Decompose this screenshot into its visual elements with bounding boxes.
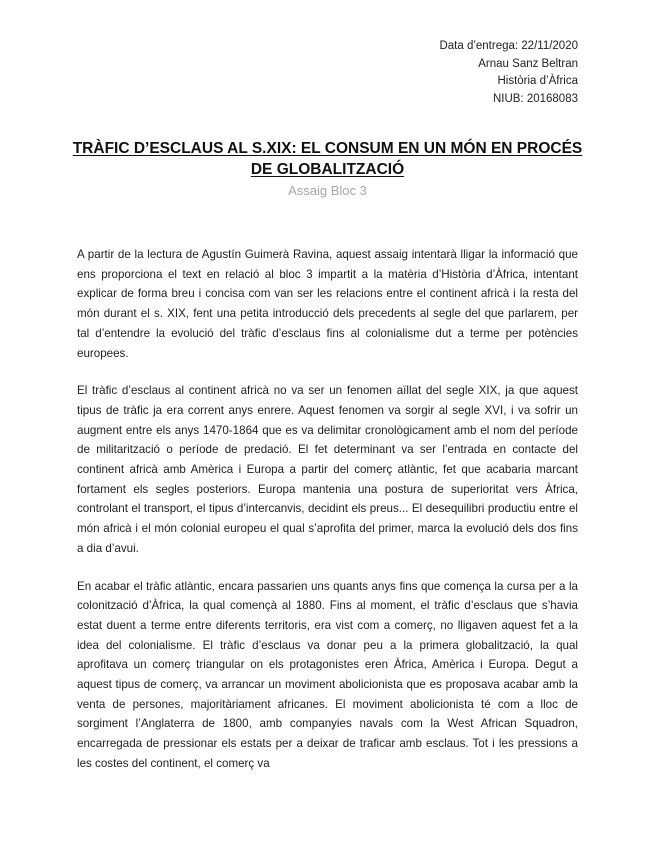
author-name: Arnau Sanz Beltran — [478, 57, 578, 70]
title-line-2: DE GLOBALITZACIÓ — [250, 161, 405, 178]
student-niub: NIUB: 20168083 — [492, 92, 578, 105]
title-block — [60, 138, 595, 200]
paragraph-3: En acabar el tràfic atlàntic, encara passarien uns quants anys fins que comença la cursa per a la colonització d’Àfrica, la qual començà al 1880. Fins al moment, el tràfic d’esclaus que s’havia estat duent a terme entre diferents territoris, era vist com a comerç, no lligaven aquest fet a la idea del colonialisme. El tràfic d’esclaus va donar peu a la primera globalització, la qual aprofitava un comerç triangular on els protagonistes eren Àfrica, Amèrica i Europa. Degut a aquest tipus de comerç, va arrancar un moviment abolicionista que es proposava acabar amb la venta de persones, majoritàriament africanes. El moviment abolicionista té com a lloc de sorgiment l’Anglaterra de 1800, amb companyies navals com la West African Squadron, encarregada de pressionar els estats per a deixar de traficar amb esclaus. Tot i les pressions a les costes del continent, el comerç va — [77, 579, 578, 770]
document-subtitle: Assaig Bloc 3 — [288, 183, 367, 198]
paragraph-1: A partir de la lectura de Agustín Guimerà Ravina, aquest assaig intentarà lligar la informació que ens proporciona el text en relació al bloc 3 impartit a la matèria d’Història d’Àfrica, intentant explicar de forma breu i concisa com van ser les relacions entre el continent africà i la resta del món durant el s. XIX, fent una petita introducció dels precedents al segle del que parlarem, per tal d’entendre la evolució del tràfic d’esclaus fins al colonialisme dut a terme per potències europees. — [77, 248, 578, 360]
title-line-1: TRÀFIC D’ESCLAUS AL S.XIX: EL CONSUM EN UN MÓN EN PROCÉS — [72, 140, 583, 157]
paragraph-2: El tràfic d’esclaus al continent africà no va ser un fenomen aïllat del segle XIX, ja que aquest tipus de tràfic ja era corrent anys enrere. Aquest fenomen va sorgir al segle XVI, i va sofrir un augment entre els anys 1470-1864 que es va delimitar cronològicament amb el nom del període de militarització o període de predació. El fet determinant va ser l’entrada en contacte del continent africà amb Amèrica i Europa a partir del comerç atlàntic, fet que acabaria marcant fortament els segles posteriors. Europa mantenia una postura de superioritat vers Àfrica, controlant el transport, el tipus d’intercanvis, decidint els preus... El desequilibri productiu entre el món africà i el món colonial europeu el qual s’aprofita del primer, marca la evolució dels dos fins a dia d’avui. — [77, 384, 578, 555]
document-title — [60, 138, 595, 180]
document-header — [439, 38, 578, 108]
course-name: Història d’Àfrica — [497, 75, 578, 87]
delivery-date: Data d’entrega: 22/11/2020 — [439, 40, 578, 52]
essay-body — [77, 245, 578, 792]
